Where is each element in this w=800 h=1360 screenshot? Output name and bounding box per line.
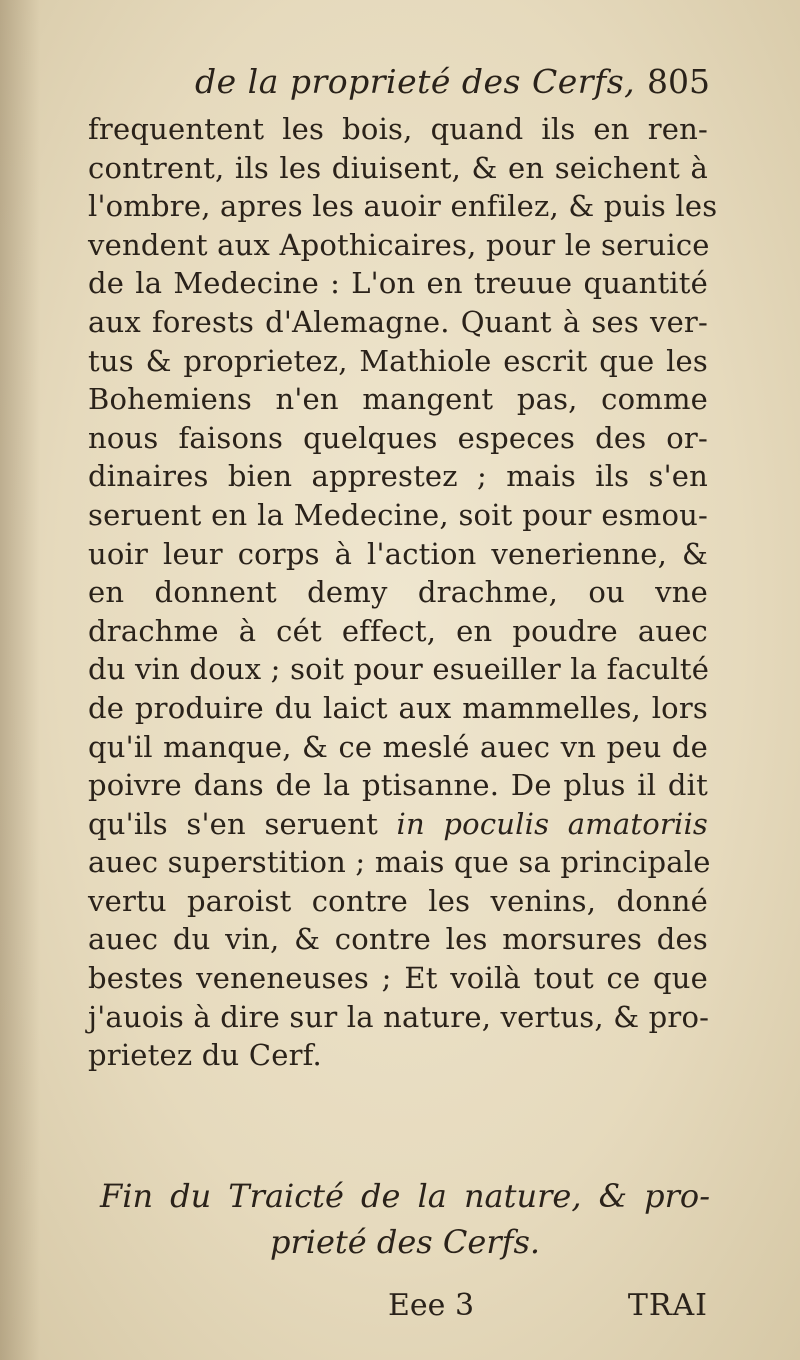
text-line: du vin doux ; soit pour esueiller la faculté (88, 652, 710, 687)
colophon-line: Fin du Traicté de la nature, & pro- (100, 1177, 710, 1215)
text-line: vendent aux Apothicaires, pour le seruice (88, 227, 710, 262)
catchword: TRAI (627, 1288, 708, 1323)
page-header (195, 62, 710, 112)
text-line: nous faisons quelques especes des or- (88, 420, 708, 455)
text-line: auec du vin, & contre les morsures des (88, 922, 708, 957)
colophon-line: prieté des Cerfs. (269, 1223, 541, 1261)
text-line: bestes veneneuses ; Et voilà tout ce que (88, 961, 708, 996)
running-head: de la proprieté des Cerfs, (195, 62, 636, 101)
text-line: drachme à cét effect, en poudre auec (88, 613, 708, 648)
page-edge-shadow (0, 0, 40, 1360)
text-line: de produire du laict aux mammelles, lors (88, 690, 708, 725)
text-line: aux forests d'Alemagne. Quant à ses ver- (88, 304, 708, 339)
text-line: frequentent les bois, quand ils en ren- (88, 112, 708, 146)
text-line: dinaires bien apprestez ; mais ils s'en (88, 459, 708, 494)
text-line: qu'il manque, & ce meslé auec vn peu de (88, 729, 708, 764)
text-line: vertu paroist contre les venins, donné (88, 883, 708, 918)
text-line: en donnent demy drachme, ou vne (88, 575, 708, 610)
text-line-with-italic (88, 805, 708, 844)
text-line: l'ombre, apres les auoir enfilez, & puis les (88, 189, 718, 224)
text-line: auec superstition ; mais que sa principale (88, 845, 711, 880)
text-line: tus & proprietez, Mathiole escrit que les (88, 343, 708, 378)
body-text (88, 110, 718, 1075)
colophon (100, 1175, 710, 1263)
text-segment: qu'ils s'en seruent (88, 806, 378, 841)
page-number: 805 (647, 62, 710, 101)
text-line: contrent, ils les diuisent, & en seichent à (88, 150, 708, 185)
text-line: seruent en la Medecine, soit pour esmou- (88, 497, 708, 532)
italic-phrase: in poculis amatoriis (396, 806, 709, 841)
text-line: poivre dans de la ptisanne. De plus il dit (88, 768, 708, 803)
text-line: j'auois à dire sur la nature, vertus, & pro- (88, 999, 710, 1034)
text-line: de la Medecine : L'on en treuue quantité (88, 266, 708, 301)
text-line: Bohemiens n'en mangent pas, comme (88, 382, 708, 417)
signature-mark: Eee 3 (388, 1288, 475, 1323)
text-line: prietez du Cerf. (88, 1038, 322, 1073)
text-line: uoir leur corps à l'action venerienne, & (88, 536, 708, 571)
